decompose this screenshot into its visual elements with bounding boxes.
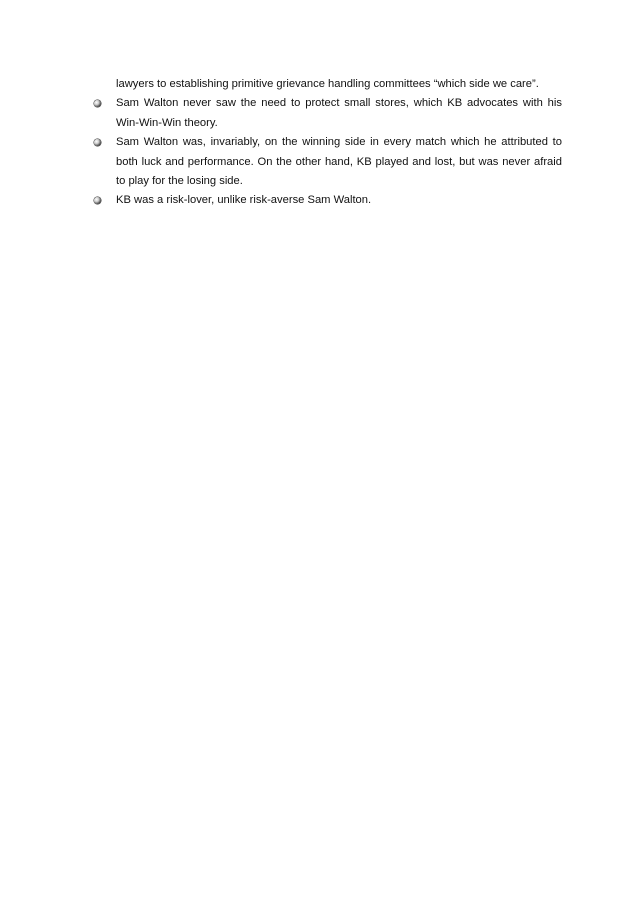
list-item-text: Sam Walton never saw the need to protect small stores, which KB advocates with his Win-Win-Win theory. <box>116 97 562 129</box>
bullet-icon <box>94 197 101 204</box>
bullet-icon <box>94 100 101 107</box>
list-item-text: Sam Walton was, invariably, on the winning side in every match which he attributed to both luck and performance. On the other hand, KB played and lost, but was never afraid to play for the losing side. <box>116 136 562 188</box>
continuation-paragraph: lawyers to establishing primitive grievance handling committees “which side we care”. <box>116 78 539 90</box>
list-item <box>87 133 562 191</box>
list-item-text: KB was a risk-lover, unlike risk-averse Sam Walton. <box>116 194 372 207</box>
bullet-list <box>87 94 562 210</box>
bullet-icon <box>94 139 101 146</box>
list-item <box>87 94 562 133</box>
list-item <box>87 191 562 210</box>
document-body <box>87 75 562 211</box>
